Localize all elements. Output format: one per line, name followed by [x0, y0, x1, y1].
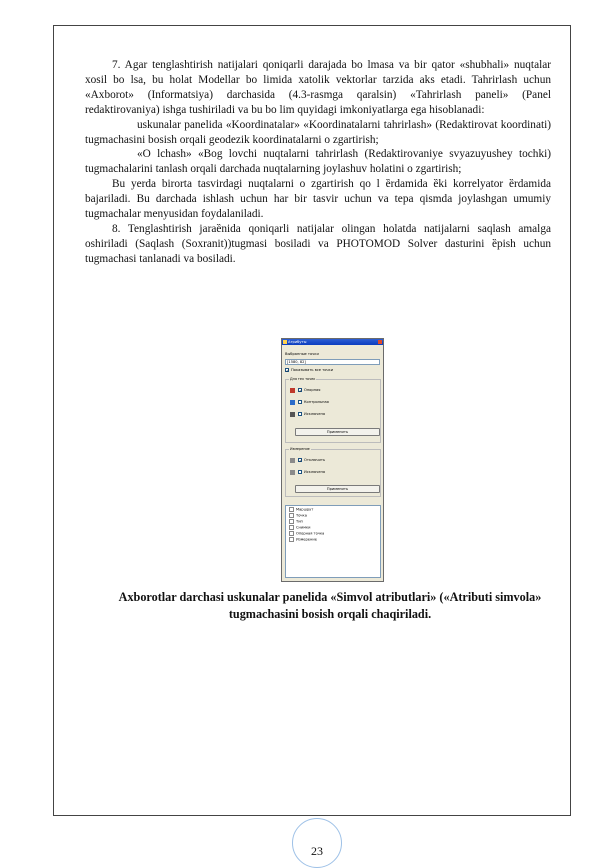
paragraph-measure: «O lchash» «Bog lovchi nuqtalarni tahrirlash (Redaktirovaniye svyazuyushey tochki) tugmachalarini tanlash orqali darchada nuqtalarning joylashuv holatini o zgartirish;	[85, 148, 551, 176]
show-checkbox: ✓	[286, 368, 290, 373]
tree-row: Снимки	[289, 525, 310, 531]
dialog-title: Атрибуты	[288, 340, 307, 344]
opt4-label: Отключить	[304, 458, 326, 462]
dialog-titlebar	[282, 339, 383, 345]
point-type-legend: Для тех точек	[290, 377, 316, 381]
app-icon	[283, 340, 287, 344]
close-icon	[378, 340, 382, 344]
paragraph-correlator: Bu yerda birorta tasvirdagi nuqtalarni o zgartirish qo l ȅrdamida ȅki korrelyator ȅrdamida bajariladi. Bu darchada ishlash uchun har bir tasvir uchun va tepa qismda joylashgan umumiy tugmachalar menyusidan foydalaniladi.	[85, 178, 551, 221]
excluded-point-icon	[290, 412, 295, 417]
exclude-icon	[290, 470, 295, 475]
opt3-checkbox	[298, 412, 302, 416]
opt4-checkbox: ✓	[299, 458, 303, 463]
opt3-label: Исключена	[304, 412, 326, 416]
paragraph-coordinates: uskunalar panelida «Koordinatalar» «Koordinatalarni tahrirlash» (Redaktirovat koordinati) tugmachasini bosish orqali geodezik koordinatalarni o zgartirish;	[85, 118, 551, 146]
measure-icon	[290, 458, 295, 463]
attribute-tree	[285, 505, 381, 578]
body-text	[85, 58, 551, 267]
opt1-label: Опорная	[304, 388, 321, 392]
paragraph-8: 8. Tenglashtirish jaraȅnida qoniqarli natijalar olingan holatda natijalarni saqlash amalga oshiriladi (Saqlash (Soxranit))tugmasi bosiladi va PHOTOMOD Solver dasturini ȅpish uchun tugmachasi tanlanadi va bosiladi.	[85, 222, 551, 265]
apply-button: Применить	[295, 428, 380, 436]
opt5-checkbox	[298, 470, 302, 474]
figure-caption: Axborotlar darchasi uskunalar panelida «Simvol atributlari» («Atributi simvola» tugmachasini bosish orqali chaqiriladi.	[118, 590, 542, 621]
tree-row: Измерение	[289, 537, 317, 543]
tree-row: Точка	[289, 513, 307, 519]
opt5-label: Исключена	[304, 470, 326, 474]
measurement-group	[285, 449, 381, 497]
measurement-legend: Измерение	[290, 447, 310, 451]
tree-row: Опорная точка	[289, 531, 324, 537]
opt2-checkbox	[298, 400, 302, 404]
page-number: 23	[292, 818, 342, 868]
apply-button-2: Применить	[295, 485, 380, 493]
selected-points-label: Выбранные точки	[285, 352, 319, 356]
point-type-group	[285, 379, 381, 443]
opt2-label: Контрольная	[304, 400, 329, 404]
paragraph-7: 7. Agar tenglashtirish natijalari qoniqarli darajada bo lmasa va bir qator «shubhali» nuqtalar xosil bo lsa, bu holat Modellar bo limida xatolik vektorlar tarzida aks etadi. Tahrirlash uchun «Axborot» (Informatsiya) darchasida (4.3-rasmga qaralsin) «Tahrirlash paneli» (Panel redaktirovaniya) ishga tushiriladi va bu bo lim quyidagi imkoniyatlarga ega hisoblanadi:	[85, 59, 551, 116]
check-point-icon	[290, 400, 295, 405]
tree-row: Тип	[289, 519, 303, 525]
points-input: [1580, 82]	[285, 359, 380, 365]
opt1-checkbox: ✓	[299, 388, 303, 393]
show-checkbox-label: Показывать все точки	[291, 368, 334, 372]
tree-row: Маршрут	[289, 507, 313, 513]
control-point-icon	[290, 388, 295, 393]
attributes-dialog-figure	[281, 338, 384, 582]
